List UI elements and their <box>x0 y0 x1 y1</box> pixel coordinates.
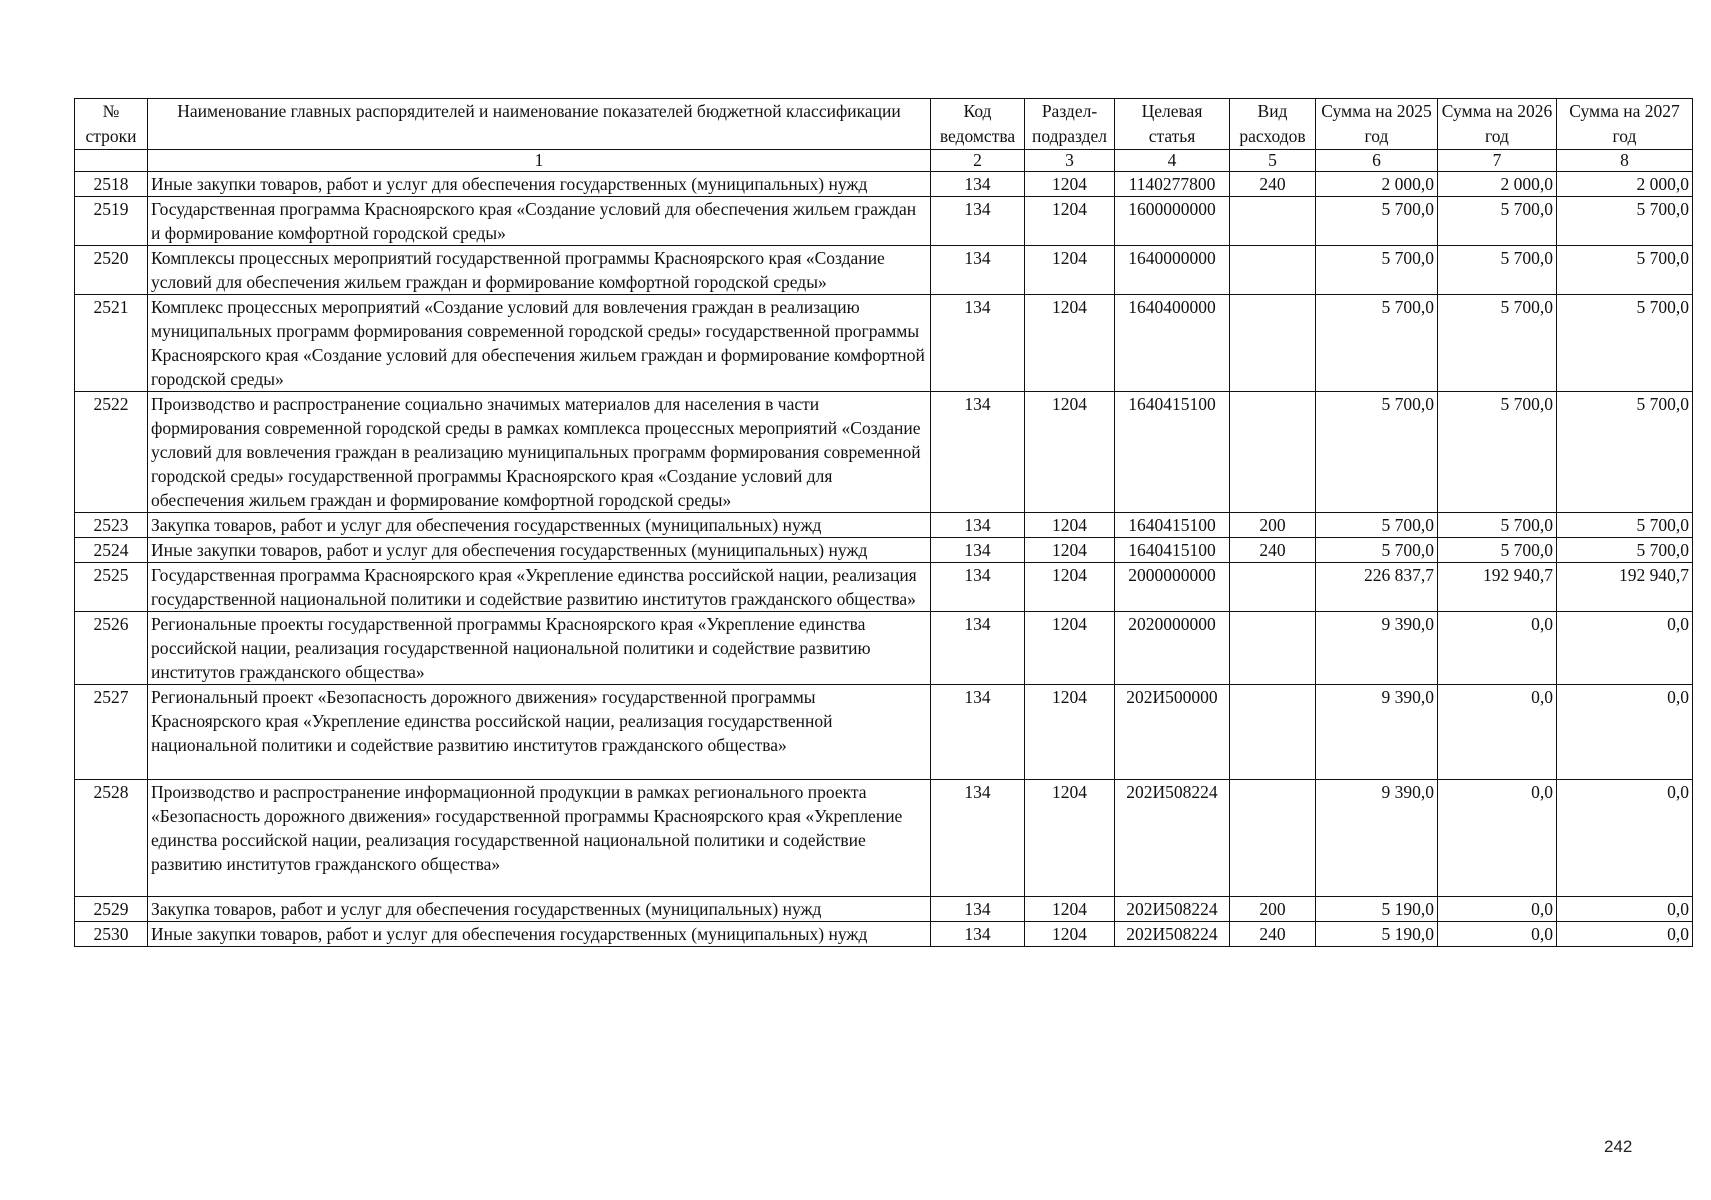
row-section: 1204 <box>1025 612 1115 685</box>
row-sum-2025: 5 190,0 <box>1316 922 1438 947</box>
row-sum-2026: 0,0 <box>1438 780 1557 897</box>
row-sum-2027: 2 000,0 <box>1557 172 1693 197</box>
row-sum-2026: 5 700,0 <box>1438 197 1557 246</box>
table-header <box>75 99 1693 172</box>
row-expense-type <box>1230 246 1316 295</box>
row-sum-2026: 5 700,0 <box>1438 513 1557 538</box>
row-target-article: 1600000000 <box>1115 197 1230 246</box>
row-expense-type: 240 <box>1230 538 1316 563</box>
column-number: 5 <box>1230 150 1316 172</box>
table-row <box>75 513 1693 538</box>
row-expense-type <box>1230 780 1316 897</box>
row-target-article: 1640000000 <box>1115 246 1230 295</box>
row-target-article: 2020000000 <box>1115 612 1230 685</box>
page-number: 242 <box>1604 1137 1633 1156</box>
row-target-article: 1640415100 <box>1115 513 1230 538</box>
row-sum-2026: 0,0 <box>1438 897 1557 922</box>
row-sum-2026: 5 700,0 <box>1438 392 1557 513</box>
row-name: Закупка товаров, работ и услуг для обеспечения государственных (муниципальных) нужд <box>148 513 931 538</box>
column-number: 7 <box>1438 150 1557 172</box>
row-expense-type <box>1230 197 1316 246</box>
row-sum-2025: 5 700,0 <box>1316 197 1438 246</box>
row-expense-type <box>1230 295 1316 392</box>
row-section: 1204 <box>1025 538 1115 563</box>
row-target-article: 1140277800 <box>1115 172 1230 197</box>
row-name: Иные закупки товаров, работ и услуг для обеспечения государственных (муниципальных) нужд <box>148 172 931 197</box>
row-section: 1204 <box>1025 513 1115 538</box>
row-target-article: 202И500000 <box>1115 685 1230 780</box>
row-sum-2027: 5 700,0 <box>1557 197 1693 246</box>
row-sum-2027: 5 700,0 <box>1557 513 1693 538</box>
column-numbers-row <box>75 150 1693 172</box>
row-number: 2524 <box>75 538 148 563</box>
row-sum-2025: 5 190,0 <box>1316 897 1438 922</box>
header-target-article: Целевая статья <box>1115 99 1230 150</box>
header-expense-type: Вид расходов <box>1230 99 1316 150</box>
row-dept-code: 134 <box>931 197 1025 246</box>
row-dept-code: 134 <box>931 538 1025 563</box>
row-section: 1204 <box>1025 392 1115 513</box>
row-sum-2027: 5 700,0 <box>1557 246 1693 295</box>
row-section: 1204 <box>1025 172 1115 197</box>
table-row <box>75 295 1693 392</box>
budget-table <box>74 98 1693 947</box>
row-sum-2026: 0,0 <box>1438 922 1557 947</box>
row-target-article: 1640415100 <box>1115 392 1230 513</box>
row-expense-type <box>1230 392 1316 513</box>
row-name: Производство и распространение информационной продукции в рамках регионального проекта «Безопасность дорожного движения» государственной программы Красноярского края «Укрепление единства российской нации, реализация государственной национальной политики и содействие развитию институтов гражданского общества» <box>148 780 931 897</box>
header-sum-2027: Сумма на 2027 год <box>1557 99 1693 150</box>
row-name: Комплекс процессных мероприятий «Создание условий для вовлечения граждан в реализацию муниципальных программ формирования современной городской среды» государственной программы Красноярского края «Создание условий для обеспечения жильем граждан и формирование комфортной городской среды» <box>148 295 931 392</box>
column-number: 8 <box>1557 150 1693 172</box>
row-name: Государственная программа Красноярского края «Укрепление единства российской нации, реализация государственной национальной политики и содействие развитию институтов гражданского общества» <box>148 563 931 612</box>
column-number: 6 <box>1316 150 1438 172</box>
row-name: Комплексы процессных мероприятий государственной программы Красноярского края «Создание условий для обеспечения жильем граждан и формирование комфортной городской среды» <box>148 246 931 295</box>
table-row <box>75 246 1693 295</box>
row-number: 2526 <box>75 612 148 685</box>
row-dept-code: 134 <box>931 897 1025 922</box>
row-number: 2528 <box>75 780 148 897</box>
row-number: 2522 <box>75 392 148 513</box>
row-number: 2519 <box>75 197 148 246</box>
row-number: 2530 <box>75 922 148 947</box>
row-dept-code: 134 <box>931 922 1025 947</box>
table-row <box>75 392 1693 513</box>
budget-document <box>74 98 1692 947</box>
row-sum-2027: 0,0 <box>1557 612 1693 685</box>
row-sum-2027: 5 700,0 <box>1557 392 1693 513</box>
row-name: Региональные проекты государственной программы Красноярского края «Укрепление единства российской нации, реализация государственной национальной политики и содействие развитию институтов гражданского общества» <box>148 612 931 685</box>
row-expense-type <box>1230 685 1316 780</box>
header-sum-2025: Сумма на 2025 год <box>1316 99 1438 150</box>
row-sum-2025: 5 700,0 <box>1316 538 1438 563</box>
header-row <box>75 99 1693 150</box>
row-target-article: 202И508224 <box>1115 780 1230 897</box>
row-section: 1204 <box>1025 197 1115 246</box>
table-row <box>75 197 1693 246</box>
row-sum-2025: 226 837,7 <box>1316 563 1438 612</box>
row-name: Производство и распространение социально значимых материалов для населения в части формирования современной городской среды в рамках комплекса процессных мероприятий «Создание условий для вовлечения граждан в реализацию муниципальных программ формирования современной городской среды» государственной программы Красноярского края «Создание условий для обеспечения жильем граждан и формирование комфортной городской среды» <box>148 392 931 513</box>
row-sum-2027: 0,0 <box>1557 922 1693 947</box>
row-number: 2527 <box>75 685 148 780</box>
table-row <box>75 922 1693 947</box>
row-number: 2525 <box>75 563 148 612</box>
row-dept-code: 134 <box>931 295 1025 392</box>
row-target-article: 202И508224 <box>1115 897 1230 922</box>
row-number: 2523 <box>75 513 148 538</box>
row-number: 2529 <box>75 897 148 922</box>
table-body <box>75 172 1693 947</box>
table-row <box>75 172 1693 197</box>
header-row-no: № строки <box>75 99 148 150</box>
row-number: 2520 <box>75 246 148 295</box>
row-sum-2027: 0,0 <box>1557 897 1693 922</box>
row-target-article: 1640415100 <box>1115 538 1230 563</box>
column-number: 3 <box>1025 150 1115 172</box>
row-sum-2025: 5 700,0 <box>1316 392 1438 513</box>
header-name: Наименование главных распорядителей и наименование показателей бюджетной классификации <box>148 99 931 150</box>
row-number: 2518 <box>75 172 148 197</box>
header-dept-code: Код ведомства <box>931 99 1025 150</box>
row-section: 1204 <box>1025 922 1115 947</box>
column-number-blank <box>75 150 148 172</box>
header-section: Раздел-подраздел <box>1025 99 1115 150</box>
row-sum-2026: 5 700,0 <box>1438 246 1557 295</box>
row-expense-type <box>1230 612 1316 685</box>
row-expense-type: 200 <box>1230 897 1316 922</box>
row-target-article: 2000000000 <box>1115 563 1230 612</box>
row-section: 1204 <box>1025 685 1115 780</box>
row-section: 1204 <box>1025 246 1115 295</box>
row-name: Иные закупки товаров, работ и услуг для обеспечения государственных (муниципальных) нужд <box>148 538 931 563</box>
column-number: 1 <box>148 150 931 172</box>
row-target-article: 202И508224 <box>1115 922 1230 947</box>
row-sum-2026: 2 000,0 <box>1438 172 1557 197</box>
column-number: 4 <box>1115 150 1230 172</box>
row-dept-code: 134 <box>931 513 1025 538</box>
table-row <box>75 780 1693 897</box>
table-row <box>75 685 1693 780</box>
row-sum-2026: 192 940,7 <box>1438 563 1557 612</box>
row-dept-code: 134 <box>931 612 1025 685</box>
table-row <box>75 538 1693 563</box>
column-number: 2 <box>931 150 1025 172</box>
row-sum-2025: 5 700,0 <box>1316 295 1438 392</box>
row-sum-2025: 9 390,0 <box>1316 780 1438 897</box>
table-row <box>75 897 1693 922</box>
row-dept-code: 134 <box>931 563 1025 612</box>
row-sum-2026: 5 700,0 <box>1438 295 1557 392</box>
row-sum-2025: 9 390,0 <box>1316 685 1438 780</box>
row-section: 1204 <box>1025 563 1115 612</box>
row-dept-code: 134 <box>931 392 1025 513</box>
row-dept-code: 134 <box>931 685 1025 780</box>
table-row <box>75 612 1693 685</box>
row-sum-2026: 0,0 <box>1438 685 1557 780</box>
row-section: 1204 <box>1025 295 1115 392</box>
row-section: 1204 <box>1025 780 1115 897</box>
row-sum-2025: 9 390,0 <box>1316 612 1438 685</box>
row-sum-2025: 2 000,0 <box>1316 172 1438 197</box>
row-dept-code: 134 <box>931 172 1025 197</box>
row-sum-2027: 0,0 <box>1557 685 1693 780</box>
row-expense-type: 240 <box>1230 172 1316 197</box>
row-number: 2521 <box>75 295 148 392</box>
row-expense-type: 200 <box>1230 513 1316 538</box>
row-sum-2027: 0,0 <box>1557 780 1693 897</box>
row-sum-2026: 5 700,0 <box>1438 538 1557 563</box>
row-dept-code: 134 <box>931 246 1025 295</box>
table-row <box>75 563 1693 612</box>
row-name: Государственная программа Красноярского края «Создание условий для обеспечения жильем граждан и формирование комфортной городской среды» <box>148 197 931 246</box>
row-sum-2027: 5 700,0 <box>1557 295 1693 392</box>
row-sum-2027: 5 700,0 <box>1557 538 1693 563</box>
header-sum-2026: Сумма на 2026 год <box>1438 99 1557 150</box>
row-dept-code: 134 <box>931 780 1025 897</box>
row-expense-type <box>1230 563 1316 612</box>
row-section: 1204 <box>1025 897 1115 922</box>
row-sum-2025: 5 700,0 <box>1316 246 1438 295</box>
row-sum-2027: 192 940,7 <box>1557 563 1693 612</box>
row-name: Иные закупки товаров, работ и услуг для обеспечения государственных (муниципальных) нужд <box>148 922 931 947</box>
row-target-article: 1640400000 <box>1115 295 1230 392</box>
row-name: Региональный проект «Безопасность дорожного движения» государственной программы Красноярского края «Укрепление единства российской нации, реализация государственной национальной политики и содействие развитию институтов гражданского общества» <box>148 685 931 780</box>
row-sum-2026: 0,0 <box>1438 612 1557 685</box>
row-expense-type: 240 <box>1230 922 1316 947</box>
row-sum-2025: 5 700,0 <box>1316 513 1438 538</box>
row-name: Закупка товаров, работ и услуг для обеспечения государственных (муниципальных) нужд <box>148 897 931 922</box>
